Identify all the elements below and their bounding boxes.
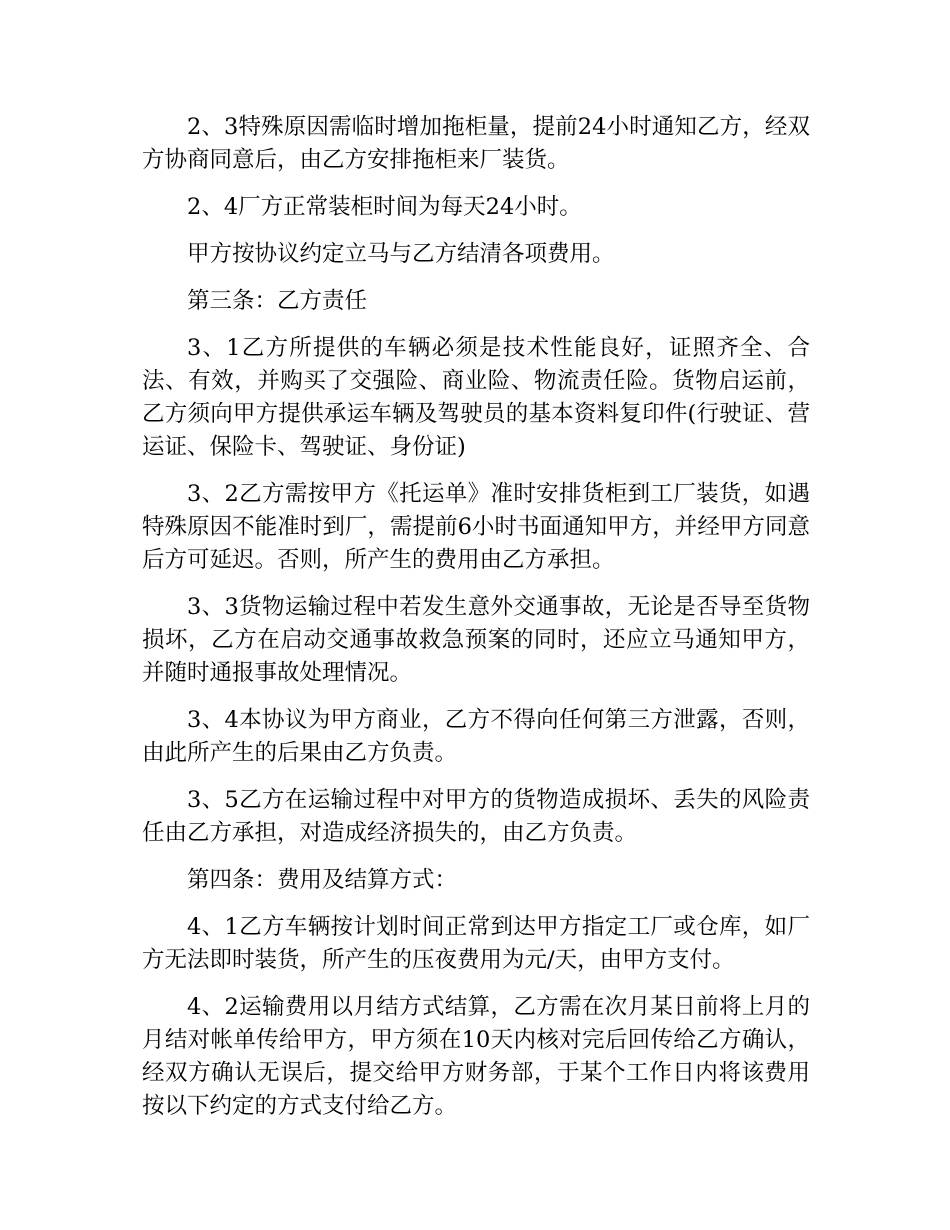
paragraph-3-4: 3、4本协议为甲方商业，乙方不得向任何第三方泄露，否则，由此所产生的后果由乙方负责。 bbox=[142, 707, 810, 766]
paragraph-4-2: 4、2运输费用以月结方式结算，乙方需在次月某日前将上月的月结对帐单传给甲方，甲方须在10天内核对完后回传给乙方确认，经双方确认无误后，提交给甲方财务部，于某个工作日内将该费用按以下约定的方式支付给乙方。 bbox=[142, 994, 810, 1119]
paragraph-4-1: 4、1乙方车辆按计划时间正常到达甲方指定工厂或仓库，如厂方无法即时装货，所产生的压夜费用为元/天，由甲方支付。 bbox=[142, 914, 810, 973]
paragraph-settlement: 甲方按协议约定立马与乙方结清各项费用。 bbox=[187, 241, 615, 267]
paragraph-3-3: 3、3货物运输过程中若发生意外交通事故，无论是否导至货物损坏，乙方在启动交通事故救急预案的同时，还应立马通知甲方，并随时通报事故处理情况。 bbox=[142, 594, 810, 686]
paragraph-2-3: 2、3特殊原因需临时增加拖柜量，提前24小时通知乙方，经双方协商同意后，由乙方安排拖柜来厂装货。 bbox=[142, 114, 810, 173]
document-body bbox=[142, 111, 810, 1137]
section-heading-article-4: 第四条：费用及结算方式： bbox=[187, 867, 458, 893]
paragraph-3-1: 3、1乙方所提供的车辆必须是技术性能良好，证照齐全、合法、有效，并购买了交强险、商业险、物流责任险。货物启运前，乙方须向甲方提供承运车辆及驾驶员的基本资料复印件(行驶证、营运证、保险卡、驾驶证、身份证) bbox=[142, 335, 810, 460]
paragraph-3-2: 3、2乙方需按甲方《托运单》准时安排货柜到工厂装货，如遇特殊原因不能准时到厂，需提前6小时书面通知甲方，并经甲方同意后方可延迟。否则，所产生的费用由乙方承担。 bbox=[142, 481, 810, 573]
paragraph-3-5: 3、5乙方在运输过程中对甲方的货物造成损坏、丢失的风险责任由乙方承担，对造成经济损失的，由乙方负责。 bbox=[142, 787, 810, 846]
section-heading-article-3: 第三条：乙方责任 bbox=[187, 288, 368, 314]
paragraph-2-4: 2、4厂方正常装柜时间为每天24小时。 bbox=[187, 194, 582, 220]
